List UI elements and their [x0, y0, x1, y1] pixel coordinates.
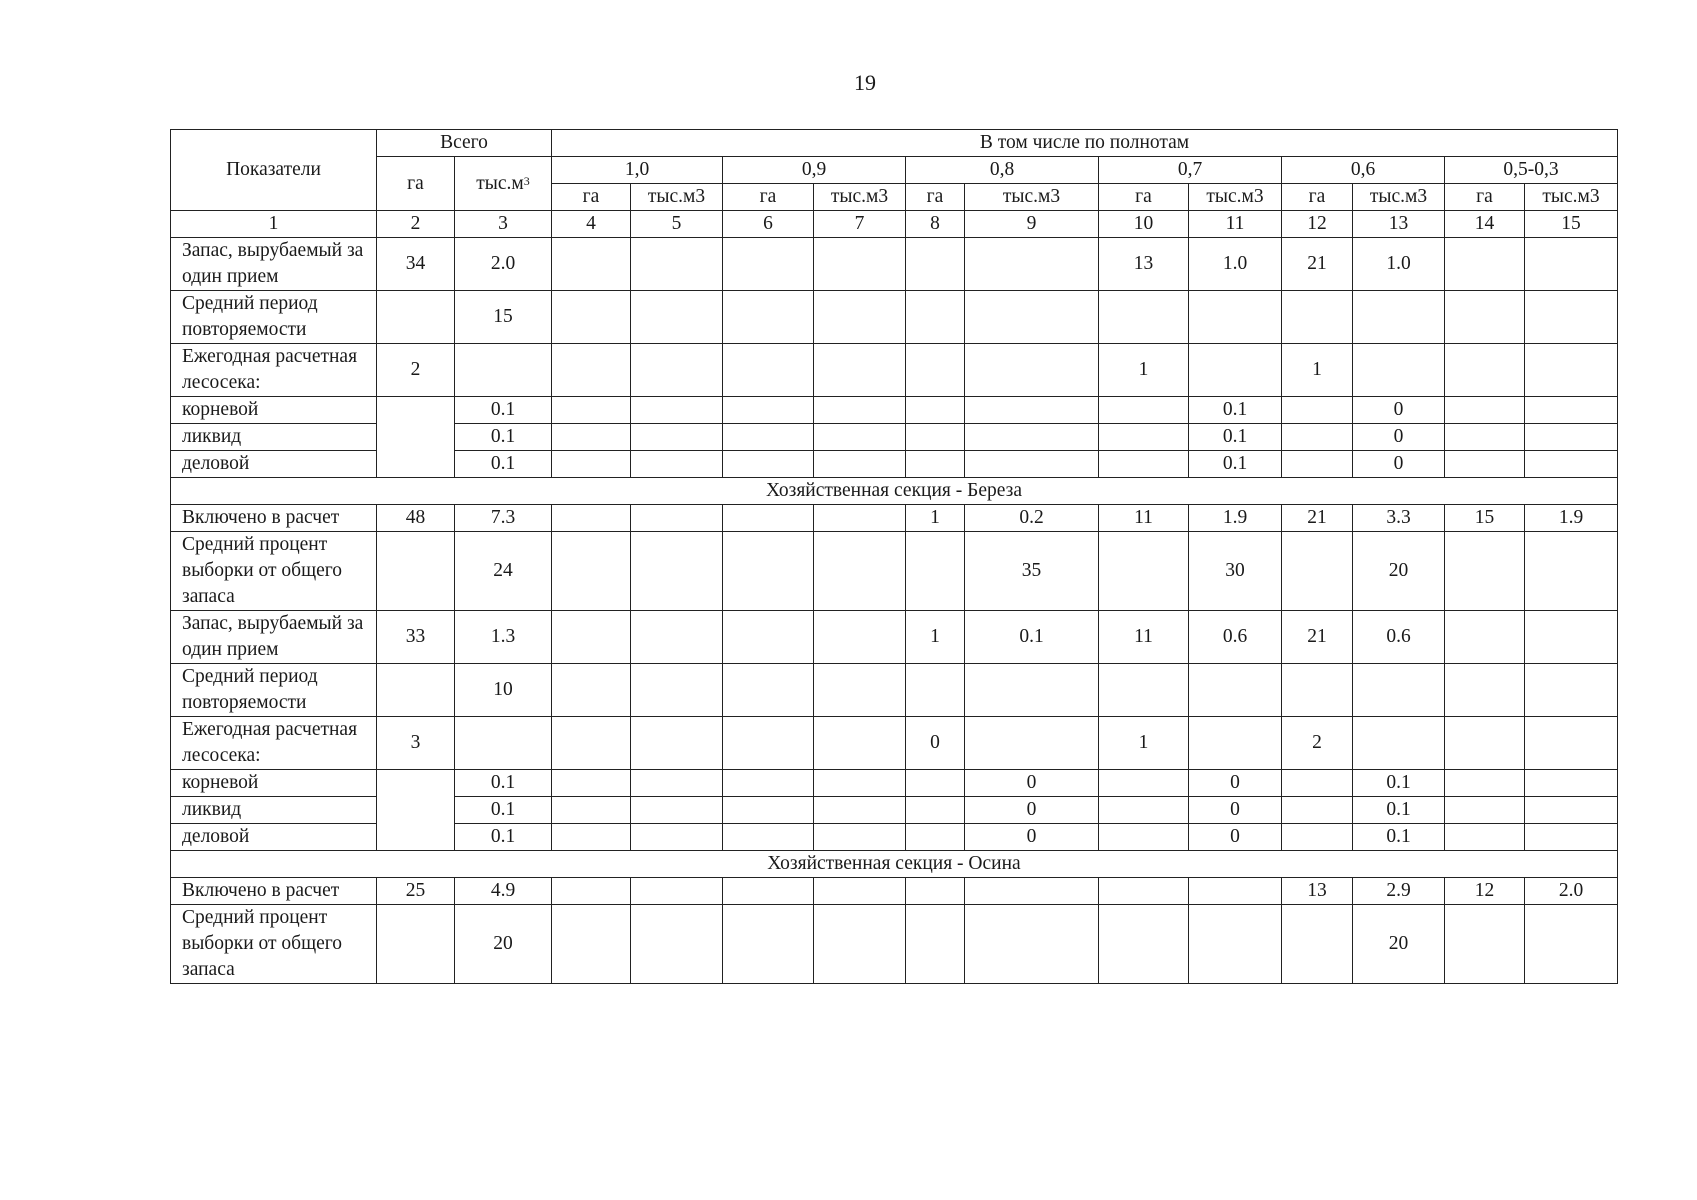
table-cell: [631, 424, 723, 451]
table-cell: 15: [1445, 505, 1525, 532]
table-cell: [1282, 905, 1353, 984]
table-cell: [723, 344, 814, 397]
table-row: [171, 905, 1618, 984]
table-cell: [723, 664, 814, 717]
table-cell: [906, 451, 965, 478]
table-cell: [723, 611, 814, 664]
density-group: 0,7: [1099, 157, 1282, 184]
table-cell: [965, 664, 1099, 717]
table-cell: 3.3: [1353, 505, 1445, 532]
table-cell: 13: [1282, 878, 1353, 905]
table-cell: [1282, 397, 1353, 424]
table-cell: 0.1: [455, 824, 552, 851]
subheader-volume: тыс.м3: [1353, 184, 1445, 211]
table-cell: 13: [1099, 238, 1189, 291]
table-cell: [631, 797, 723, 824]
table-cell: 2: [1282, 717, 1353, 770]
table-cell: [455, 344, 552, 397]
column-number: 7: [814, 211, 906, 238]
table-cell: [814, 824, 906, 851]
table-cell: [906, 238, 965, 291]
table-cell: [1525, 424, 1618, 451]
table-cell: [552, 878, 631, 905]
table-cell: [1445, 424, 1525, 451]
table-cell: 0.1: [1189, 424, 1282, 451]
column-number: 3: [455, 211, 552, 238]
table-cell: [631, 611, 723, 664]
section-row: [171, 851, 1618, 878]
table-cell: [723, 451, 814, 478]
row-label: Средний процент выборки от общего запаса: [171, 532, 377, 611]
table-cell: [1525, 611, 1618, 664]
table-cell: [1099, 797, 1189, 824]
table-cell: 0.1: [455, 770, 552, 797]
table-cell: 1.0: [1353, 238, 1445, 291]
table-cell: [631, 664, 723, 717]
column-number: 8: [906, 211, 965, 238]
table-cell: [723, 717, 814, 770]
table-cell: [1282, 770, 1353, 797]
table-cell: 0.6: [1353, 611, 1445, 664]
table-cell: [1099, 291, 1189, 344]
row-label: Ежегодная расчетная лесосека:: [171, 717, 377, 770]
table-cell: 34: [377, 238, 455, 291]
table-cell: 1: [1282, 344, 1353, 397]
table-row: [171, 397, 1618, 424]
table-cell: [906, 664, 965, 717]
table-cell: [906, 797, 965, 824]
table-cell: [1525, 770, 1618, 797]
table-cell: 4.9: [455, 878, 552, 905]
table-cell: 2.0: [455, 238, 552, 291]
table-cell: 0.1: [455, 451, 552, 478]
table-cell: [723, 238, 814, 291]
table-cell: [552, 238, 631, 291]
column-number: 1: [171, 211, 377, 238]
table-cell: 25: [377, 878, 455, 905]
table-cell: [1525, 451, 1618, 478]
table-cell: [814, 770, 906, 797]
table-cell: [631, 770, 723, 797]
table-cell: [552, 291, 631, 344]
table-cell: [814, 664, 906, 717]
table-cell: [1099, 770, 1189, 797]
table-cell: [631, 505, 723, 532]
table-cell: [965, 238, 1099, 291]
table-cell: [1525, 397, 1618, 424]
table-row: [171, 664, 1618, 717]
column-number: 5: [631, 211, 723, 238]
row-label: Средний период повторяемости: [171, 291, 377, 344]
table-cell: 0.1: [1189, 397, 1282, 424]
table-cell: [631, 397, 723, 424]
table-cell: [723, 505, 814, 532]
table-cell: [552, 797, 631, 824]
row-label: Средний процент выборки от общего запаса: [171, 905, 377, 984]
table-cell: [1282, 664, 1353, 717]
table-cell: 12: [1445, 878, 1525, 905]
table-row: [171, 717, 1618, 770]
table-cell: 1: [906, 611, 965, 664]
table-cell: [1445, 238, 1525, 291]
table-cell: 2: [377, 344, 455, 397]
table-cell: [1099, 397, 1189, 424]
table-cell: [1099, 451, 1189, 478]
table-cell: [965, 344, 1099, 397]
table-cell: 2.0: [1525, 878, 1618, 905]
table-cell: [723, 532, 814, 611]
table-cell: [1189, 878, 1282, 905]
table-cell: 7.3: [455, 505, 552, 532]
table-cell: [552, 532, 631, 611]
section-title: Хозяйственная секция - Береза: [171, 478, 1618, 505]
table-cell: 0: [965, 797, 1099, 824]
table-cell: [814, 532, 906, 611]
table-cell: [1525, 717, 1618, 770]
row-label: корневой: [171, 770, 377, 797]
table-cell: 11: [1099, 505, 1189, 532]
subheader-volume: тыс.м3: [814, 184, 906, 211]
table-cell: 3: [377, 717, 455, 770]
row-label: Запас, вырубаемый за один прием: [171, 238, 377, 291]
table-cell: 1: [1099, 717, 1189, 770]
table-cell: [631, 451, 723, 478]
table-cell: 0: [1189, 770, 1282, 797]
table-cell: 1.0: [1189, 238, 1282, 291]
table-cell: [814, 238, 906, 291]
column-number: 11: [1189, 211, 1282, 238]
table-cell: [631, 532, 723, 611]
table-cell: 20: [455, 905, 552, 984]
table-cell: [965, 905, 1099, 984]
table-cell: 21: [1282, 611, 1353, 664]
table-cell: [631, 344, 723, 397]
table-cell: [1099, 905, 1189, 984]
table-cell: [906, 291, 965, 344]
table-row: [171, 505, 1618, 532]
table-cell: [631, 717, 723, 770]
subheader-ha: га: [1445, 184, 1525, 211]
table-cell: [814, 797, 906, 824]
column-number: 14: [1445, 211, 1525, 238]
table-cell: 0: [1353, 397, 1445, 424]
table-cell: [1189, 291, 1282, 344]
table-cell: 11: [1099, 611, 1189, 664]
merged-ha-cell: [377, 397, 455, 478]
table-cell: [906, 878, 965, 905]
header-total-ha: га: [377, 157, 455, 211]
table-cell: [965, 717, 1099, 770]
table-cell: 1: [906, 505, 965, 532]
table-cell: 30: [1189, 532, 1282, 611]
table-cell: [1099, 664, 1189, 717]
column-number: 4: [552, 211, 631, 238]
table-cell: 1.9: [1189, 505, 1282, 532]
table-cell: 2.9: [1353, 878, 1445, 905]
table-cell: [1189, 344, 1282, 397]
column-number: 6: [723, 211, 814, 238]
table-cell: [906, 397, 965, 424]
header-by-density: В том числе по полнотам: [552, 130, 1618, 157]
table-cell: [1445, 664, 1525, 717]
table-cell: 33: [377, 611, 455, 664]
page-number: 19: [854, 70, 876, 95]
table-cell: [1445, 291, 1525, 344]
table-cell: [814, 291, 906, 344]
row-label: деловой: [171, 824, 377, 851]
table-cell: [1282, 797, 1353, 824]
subheader-volume: тыс.м3: [965, 184, 1099, 211]
table-cell: 0.1: [455, 424, 552, 451]
table-cell: [377, 664, 455, 717]
table-cell: 20: [1353, 905, 1445, 984]
table-cell: [377, 905, 455, 984]
table-cell: [552, 664, 631, 717]
table-row: [171, 291, 1618, 344]
table-row: [171, 878, 1618, 905]
section-title: Хозяйственная секция - Осина: [171, 851, 1618, 878]
table-cell: [814, 611, 906, 664]
table-cell: [1189, 664, 1282, 717]
table-cell: [814, 717, 906, 770]
table-cell: 0.1: [455, 797, 552, 824]
table-cell: [552, 824, 631, 851]
table-cell: [631, 291, 723, 344]
column-number: 2: [377, 211, 455, 238]
table-cell: 0.1: [1353, 797, 1445, 824]
table-cell: [906, 770, 965, 797]
table-cell: 10: [455, 664, 552, 717]
table-cell: 0.1: [1189, 451, 1282, 478]
table-cell: 1: [1099, 344, 1189, 397]
row-label: ликвид: [171, 797, 377, 824]
table-cell: [814, 905, 906, 984]
table-row: [171, 770, 1618, 797]
table-cell: [1445, 532, 1525, 611]
table-row: [171, 611, 1618, 664]
table-cell: 0: [965, 824, 1099, 851]
row-label: Средний период повторяемости: [171, 664, 377, 717]
table-cell: 0: [965, 770, 1099, 797]
table-cell: [377, 532, 455, 611]
table-cell: [814, 878, 906, 905]
table-cell: [965, 878, 1099, 905]
table-cell: 1.3: [455, 611, 552, 664]
table-cell: [1189, 717, 1282, 770]
table-cell: [1189, 905, 1282, 984]
table-cell: 0.1: [965, 611, 1099, 664]
subheader-volume: тыс.м3: [1525, 184, 1618, 211]
table-cell: 35: [965, 532, 1099, 611]
subheader-ha: га: [906, 184, 965, 211]
table-cell: 21: [1282, 505, 1353, 532]
table-cell: [723, 797, 814, 824]
column-number: 13: [1353, 211, 1445, 238]
table-cell: [1525, 664, 1618, 717]
table-cell: [723, 770, 814, 797]
table-cell: [906, 532, 965, 611]
subheader-ha: га: [1282, 184, 1353, 211]
table-cell: [552, 397, 631, 424]
subheader-ha: га: [723, 184, 814, 211]
table-cell: 0: [1353, 451, 1445, 478]
table-cell: [1445, 344, 1525, 397]
column-number-row: [171, 211, 1618, 238]
table-cell: [723, 878, 814, 905]
table-cell: [1282, 424, 1353, 451]
table-cell: [1353, 291, 1445, 344]
table-cell: 1.9: [1525, 505, 1618, 532]
table-cell: [377, 291, 455, 344]
table-cell: [552, 344, 631, 397]
table-cell: [631, 905, 723, 984]
table-cell: 15: [455, 291, 552, 344]
header-total: Всего: [377, 130, 552, 157]
table-cell: 0: [1189, 824, 1282, 851]
table-row: [171, 238, 1618, 291]
table-cell: [814, 397, 906, 424]
table-cell: [1525, 797, 1618, 824]
row-label: ликвид: [171, 424, 377, 451]
table-cell: 20: [1353, 532, 1445, 611]
merged-ha-cell: [377, 770, 455, 851]
section-row: [171, 478, 1618, 505]
subheader-volume: тыс.м3: [1189, 184, 1282, 211]
subheader-ha: га: [552, 184, 631, 211]
table-cell: [1525, 905, 1618, 984]
table-cell: [723, 905, 814, 984]
table-cell: [906, 424, 965, 451]
table-cell: [1353, 344, 1445, 397]
table-cell: [1445, 905, 1525, 984]
table-cell: [1445, 611, 1525, 664]
table-cell: [631, 878, 723, 905]
row-label: деловой: [171, 451, 377, 478]
table-cell: [906, 905, 965, 984]
table-cell: [1445, 824, 1525, 851]
density-group: 1,0: [552, 157, 723, 184]
table-cell: 24: [455, 532, 552, 611]
table-cell: [552, 770, 631, 797]
subheader-volume: тыс.м3: [631, 184, 723, 211]
table-cell: [552, 611, 631, 664]
table-cell: 0.2: [965, 505, 1099, 532]
table-cell: [723, 291, 814, 344]
table-cell: 0.6: [1189, 611, 1282, 664]
density-group: 0,9: [723, 157, 906, 184]
column-number: 9: [965, 211, 1099, 238]
table-cell: [1282, 291, 1353, 344]
table-cell: [965, 424, 1099, 451]
row-label: Включено в расчет: [171, 878, 377, 905]
table-row: [171, 344, 1618, 397]
header-indicators: Показатели: [171, 130, 377, 211]
table-cell: [631, 824, 723, 851]
table-cell: [965, 291, 1099, 344]
table-cell: [552, 717, 631, 770]
table-cell: [1525, 532, 1618, 611]
table-cell: [965, 451, 1099, 478]
table-cell: [814, 505, 906, 532]
table-cell: [906, 344, 965, 397]
subheader-ha: га: [1099, 184, 1189, 211]
row-label: Ежегодная расчетная лесосека:: [171, 344, 377, 397]
table-cell: [1445, 717, 1525, 770]
table-cell: [1099, 532, 1189, 611]
table-cell: [552, 451, 631, 478]
column-number: 15: [1525, 211, 1618, 238]
table-cell: [723, 424, 814, 451]
forest-harvest-table: [170, 129, 1618, 984]
table-cell: 0.1: [1353, 770, 1445, 797]
table-cell: [1525, 291, 1618, 344]
table-cell: [1099, 878, 1189, 905]
table-cell: [1282, 532, 1353, 611]
table-cell: 0: [1353, 424, 1445, 451]
table-cell: [1099, 424, 1189, 451]
density-group: 0,5-0,3: [1445, 157, 1618, 184]
table-cell: [965, 397, 1099, 424]
density-group: 0,8: [906, 157, 1099, 184]
table-cell: [1353, 717, 1445, 770]
table-row: [171, 532, 1618, 611]
table-cell: [1445, 797, 1525, 824]
table-cell: [1525, 238, 1618, 291]
table-cell: [1353, 664, 1445, 717]
table-cell: [723, 824, 814, 851]
table-cell: 0.1: [455, 397, 552, 424]
table-cell: [1525, 344, 1618, 397]
table-cell: [552, 424, 631, 451]
table-cell: [1445, 451, 1525, 478]
table-cell: [1282, 451, 1353, 478]
table-cell: [1445, 397, 1525, 424]
table-cell: [631, 238, 723, 291]
header-total-volume: $тыс.м^3$: [455, 157, 552, 211]
table-cell: 0.1: [1353, 824, 1445, 851]
table-cell: [814, 451, 906, 478]
table-cell: 0: [906, 717, 965, 770]
table-cell: [814, 344, 906, 397]
table-cell: [723, 397, 814, 424]
table-cell: 0: [1189, 797, 1282, 824]
table-cell: [455, 717, 552, 770]
table-cell: 48: [377, 505, 455, 532]
table-cell: [1445, 770, 1525, 797]
table-cell: [552, 905, 631, 984]
row-label: Запас, вырубаемый за один прием: [171, 611, 377, 664]
table-cell: [1099, 824, 1189, 851]
row-label: Включено в расчет: [171, 505, 377, 532]
column-number: 12: [1282, 211, 1353, 238]
table-cell: [906, 824, 965, 851]
table-cell: 21: [1282, 238, 1353, 291]
row-label: корневой: [171, 397, 377, 424]
table-cell: [814, 424, 906, 451]
density-group: 0,6: [1282, 157, 1445, 184]
table-cell: [1525, 824, 1618, 851]
column-number: 10: [1099, 211, 1189, 238]
table-cell: [552, 505, 631, 532]
table-cell: [1282, 824, 1353, 851]
